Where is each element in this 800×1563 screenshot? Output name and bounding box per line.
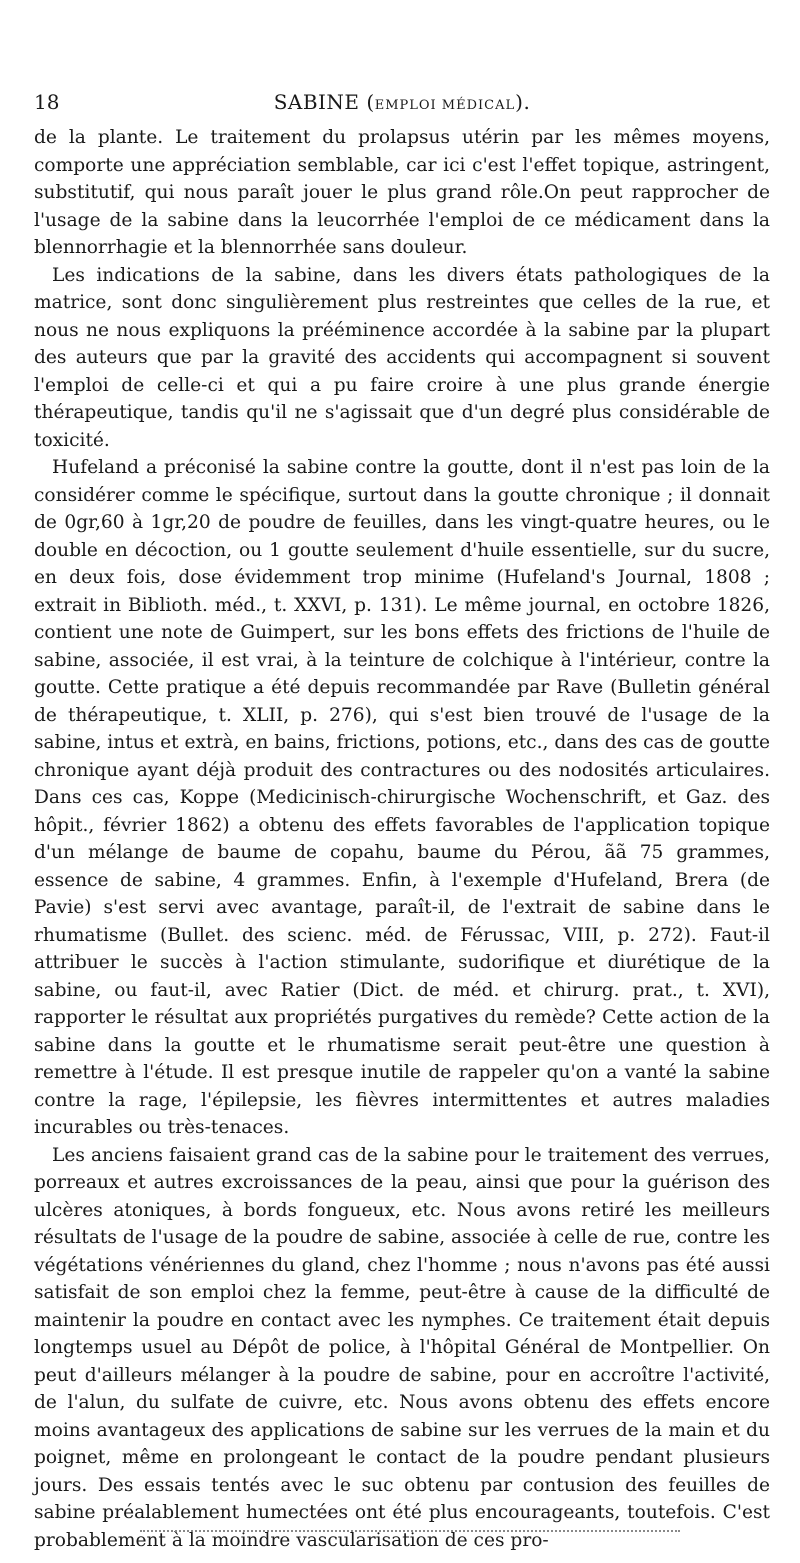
page-header (34, 90, 770, 120)
paragraph-4: Les anciens faisaient grand cas de la sabine pour le traitement des verrues, porreaux et autres excroissances de la peau, ainsi que pour la guérison des ulcères atoniques, à bords fongueux, etc. Nous avons retiré les meilleurs résultats de l'usage de la poudre de sabine, associée à celle de rue, contre les végétations vénériennes du gland, chez l'homme ; nous n'avons pas été aussi satisfait de son emploi chez la femme, peut-être à cause de la difficulté de maintenir la poudre en contact avec les nymphes. Ce traitement était depuis longtemps usuel au Dépôt de police, à l'hôpital Général de Montpellier. On peut d'ailleurs mélanger à la poudre de sabine, pour en accroître l'activité, de l'alun, du sulfate de cuivre, etc. Nous avons obtenu des effets encore moins avantageux des applications de sabine sur les verrues de la main et du poignet, même en prolongeant le contact de la poudre pendant plusieurs jours. Des essais tentés avec le suc obtenu par contusion des feuilles de sabine préalablement humectées ont été plus encourageants, toutefois. C'est probablement à la moindre vascularisation de ces pro- (34, 1144, 770, 1551)
running-head-small-caps: EMPLOI MÉDICAL (374, 98, 516, 113)
running-head (34, 90, 770, 114)
running-head-close: ). (515, 90, 531, 114)
paragraph-3: Hufeland a préconisé la sabine contre la goutte, dont il n'est pas loin de la considérer comme le spécifique, surtout dans la goutte chronique ; il donnait de 0gr,60 à 1gr,20 de poudre de feuilles, dans les vingt-quatre heures, ou le double en décoction, ou 1 goutte seulement d'huile essentielle, sur du sucre, en deux fois, dose évidemment trop minime (Hufeland's Journal, 1808 ; extrait in Biblioth. méd., t. XXVI, p. 131). Le même journal, en octobre 1826, contient une note de Guimpert, sur les bons effets des frictions de l'huile de sabine, associée, il est vrai, à la teinture de colchique à l'intérieur, contre la goutte. Cette pratique a été depuis recommandée par Rave (Bulletin général de thérapeutique, t. XLII, p. 276), qui s'est bien trouvé de l'usage de la sabine, intus et extrà, en bains, frictions, potions, etc., dans des cas de goutte chronique ayant déjà produit des contractures ou des nodosités articulaires. Dans ces cas, Koppe (Medicinisch-chirurgische Wochenschrift, et Gaz. des hôpit., février 1862) a obtenu des effets favorables de l'application topique d'un mélange de baume de copahu, baume du Pérou, ãã 75 grammes, essence de sabine, 4 grammes. Enfin, à l'exemple d'Hufeland, Brera (de Pavie) s'est servi avec avantage, paraît-il, de l'extrait de sabine dans le rhumatisme (Bullet. des scienc. méd. de Férussac, VIII, p. 272). Faut-il attribuer le succès à l'action stimulante, sudorifique et diurétique de la sabine, ou faut-il, avec Ratier (Dict. de méd. et chirurg. prat., t. XVI), rapporter le résultat aux propriétés purgatives du remède? Cette action de la sabine dans la goutte et le rhumatisme serait peut-être une question à remettre à l'étude. Il est presque inutile de rappeler qu'on a vanté la sabine contre la rage, l'épilepsie, les fièvres intermittentes et autres maladies incurables ou très-tenaces. (34, 457, 770, 1138)
footer-dotted-rule (140, 1530, 680, 1536)
page-body (34, 124, 770, 1554)
page-number: 18 (34, 90, 60, 114)
running-head-main: SABINE ( (273, 90, 375, 114)
paragraph-1: de la plante. Le traitement du prolapsus utérin par les mêmes moyens, comporte une appréciation semblable, car ici c'est l'effet topique, astringent, substitutif, qui nous paraît jouer le plus grand rôle.On peut rapprocher de l'usage de la sabine dans la leucorrhée l'emploi de ce médicament dans la blennorrhagie et la blennorrhée sans douleur. (34, 127, 770, 258)
paragraph-2: Les indications de la sabine, dans les divers états pathologiques de la matrice, sont donc singulièrement plus restreintes que celles de la rue, et nous ne nous expliquons la prééminence accordée à la sabine par la plupart des auteurs que par la gravité des accidents qui accompagnent si souvent l'emploi de celle-ci et qui a pu faire croire à une plus grande énergie thérapeutique, tandis qu'il ne s'agissait que d'un degré plus considérable de toxicité. (34, 264, 770, 451)
